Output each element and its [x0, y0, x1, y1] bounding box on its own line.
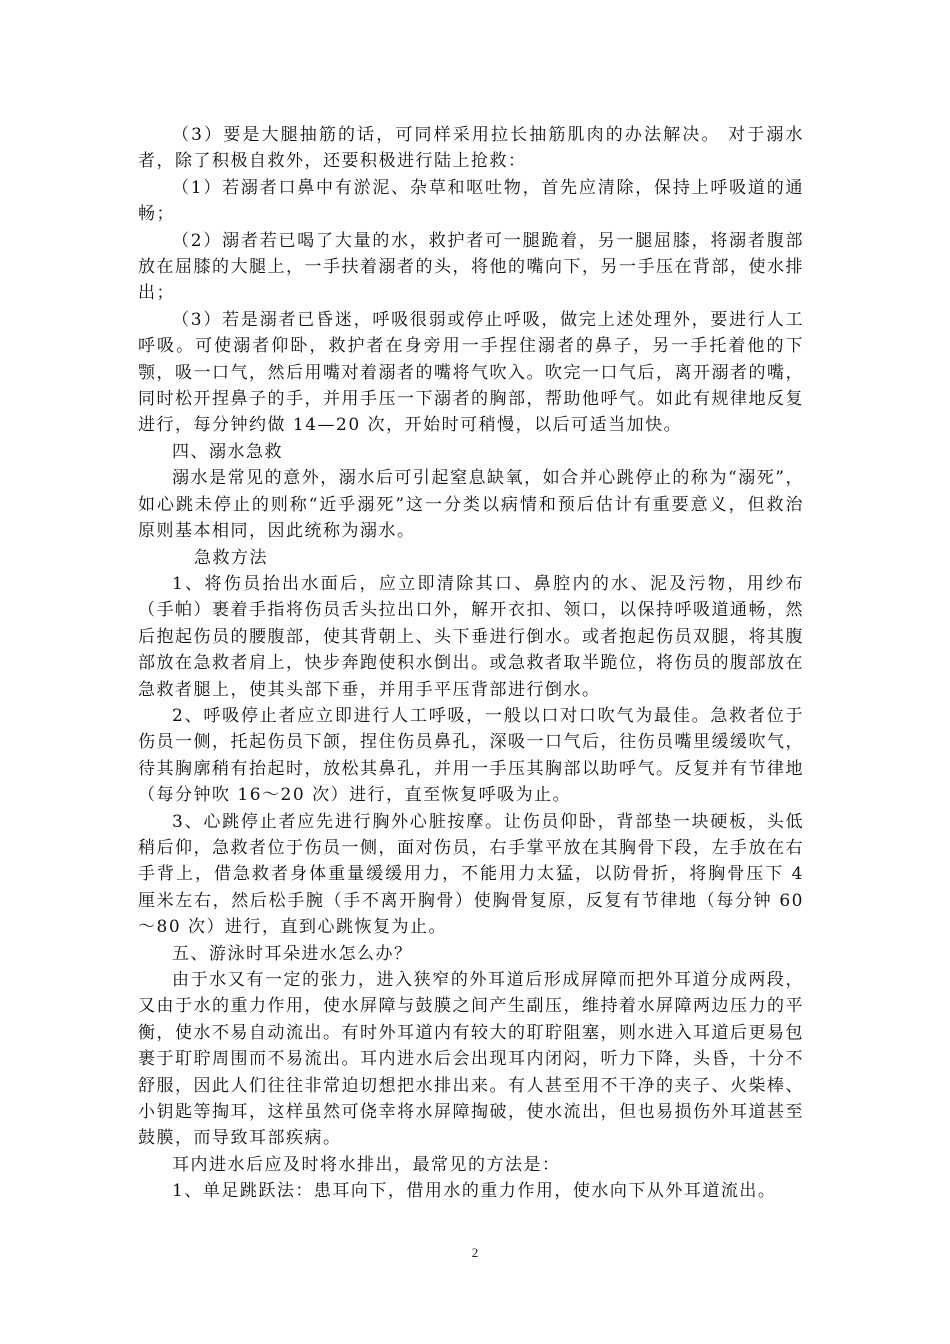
paragraph-thigh-cramp: （3）要是大腿抽筋的话，可同样采用拉长抽筋肌肉的办法解决。 对于溺水者，除了积极自救外，还要积极进行陆上抢救： — [138, 125, 804, 172]
paragraph-method-3: 3、心跳停止者应先进行胸外心脏按摩。让伤员仰卧，背部垫一块硬板，头低稍后仰，急救者位于伤员一侧，面对伤员，右手掌平放在其胸骨下段，左手放在右手背上，借急救者身体重量缓缓用力，不能用力太猛，以防骨折，将胸骨压下 4 厘米左右，然后松手腕（手不离开胸骨）使胸骨复原，反复有节律地（每分钟 60～80 次）进行，直到心跳恢复为止。 — [138, 811, 804, 938]
document-body — [138, 122, 804, 1205]
paragraph-rescue-step-1: （1）若溺者口鼻中有淤泥、杂草和呕吐物，首先应清除，保持上呼吸道的通畅； — [138, 177, 804, 225]
page-number: 2 — [471, 1245, 479, 1260]
subheading-first-aid-methods: 急救方法 — [194, 547, 268, 568]
paragraph-rescue-step-3: （3）若是溺者已昏迷，呼吸很弱或停止呼吸，做完上述处理外，要进行人工呼吸。可使溺者仰卧，救护者在身旁用一手捏住溺者的鼻子，另一手托着他的下颚，吸一口气，然后用嘴对着溺者的嘴将气吹入。吹完一口气后，离开溺者的嘴，同时松开捏鼻子的手，并用手压一下溺者的胸部，帮助他呼气。如此有规律地反复进行，每分钟约做 14—20 次，开始时可稍慢，以后可适当加快。 — [138, 309, 804, 436]
section-heading-drowning-first-aid: 四、溺水急救 — [172, 441, 283, 462]
paragraph-rescue-step-2: （2）溺者若已喝了大量的水，救护者可一腿跪着，另一腿屈膝，将溺者腹部放在屈膝的大腿上，一手扶着溺者的头，将他的嘴向下，另一手压在背部，使水排出； — [138, 230, 804, 304]
paragraph-method-1: 1、将伤员抬出水面后，应立即清除其口、鼻腔内的水、泥及污物，用纱布（手帕）裹着手指将伤员舌头拉出口外，解开衣扣、领口，以保持呼吸道通畅，然后抱起伤员的腰腹部，使其背朝上、头下垂进行倒水。或者抱起伤员双腿，将其腹部放在急救者肩上，快步奔跑使积水倒出。或急救者取半跪位，将伤员的腹部放在急救者腿上，使其头部下垂，并用手平压背部进行倒水。 — [138, 573, 804, 700]
paragraph-ear-water-methods-intro: 耳内进水后应及时将水排出，最常见的方法是： — [172, 1154, 561, 1175]
paragraph-ear-water-explanation: 由于水又有一定的张力，进入狭窄的外耳道后形成屏障而把外耳道分成两段，又由于水的重力作用，使水屏障与鼓膜之间产生副压，维持着水屏障两边压力的平衡，使水不易自动流出。有时外耳道内有较大的耵聍阻塞，则水进入耳道后更易包裹于耵聍周围而不易流出。耳内进水后会出现耳内闭闷，听力下降，头昏，十分不舒服，因此人们往往非常迫切想把水排出来。有人甚至用不干净的夹子、火柴棒、小钥匙等掏耳，这样虽然可侥幸将水屏障掏破，使水流出，但也易损伤外耳道甚至鼓膜，而导致耳部疾病。 — [138, 970, 804, 1149]
paragraph-method-2: 2、呼吸停止者应立即进行人工呼吸，一般以口对口吹气为最佳。急救者位于伤员一侧，托起伤员下颌，捏住伤员鼻孔，深吸一口气后，往伤员嘴里缓缓吹气，待其胸廓稍有抬起时，放松其鼻孔，并用一手压其胸部以助呼气。反复并有节律地（每分钟吹 16～20 次）进行，直至恢复呼吸为止。 — [138, 705, 804, 806]
paragraph-drowning-intro: 溺水是常见的意外，溺水后可引起窒息缺氧，如合并心跳停止的称为“溺死”，如心跳未停止的则称“近乎溺死”这一分类以病情和预后估计有重要意义，但救治原则基本相同，因此统称为溺水。 — [138, 468, 804, 542]
section-heading-ear-water: 五、游泳时耳朵进水怎么办？ — [172, 943, 413, 964]
paragraph-single-foot-jump: 1、单足跳跃法：患耳向下，借用水的重力作用，使水向下从外耳道流出。 — [172, 1181, 777, 1202]
